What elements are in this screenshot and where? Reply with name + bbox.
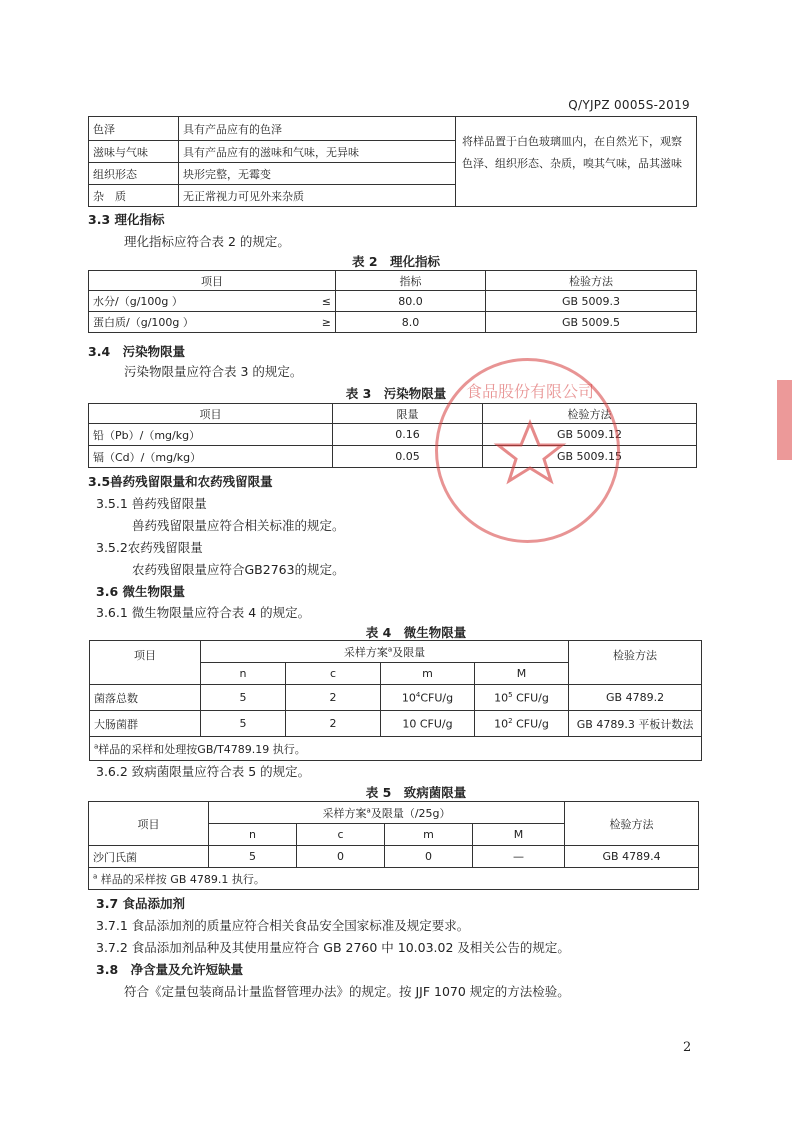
table-cell: 色泽: [89, 117, 179, 141]
sensory-method-cell: 将样品置于白色玻璃皿内，在自然光下，观察色泽、组织形态、杂质，嗅其气味，品其滋味: [456, 117, 697, 207]
sensory-table: [88, 116, 697, 207]
table-cell: GB 4789.2: [569, 685, 702, 711]
table-cell: 5: [201, 711, 286, 737]
comparison-symbol: ≤: [296, 291, 336, 312]
table-cell: 具有产品应有的滋味和气味，无异味: [179, 141, 456, 163]
table-cell: 10 CFU/g: [381, 711, 475, 737]
table-header: m: [381, 663, 475, 685]
table-header: m: [385, 824, 473, 846]
page-number: 2: [683, 1040, 692, 1055]
table-cell: 大肠菌群: [90, 711, 201, 737]
section-3-4-heading: 3.4 污染物限量: [88, 344, 186, 359]
table-header: 检验方法: [565, 802, 699, 846]
table-cell: 2: [286, 685, 381, 711]
section-3-7-1: 3.7.1 食品添加剂的质量应符合相关食品安全国家标准及规定要求。: [96, 918, 470, 933]
table-cell: 0: [297, 846, 385, 868]
table-cell: 2: [286, 711, 381, 737]
table5: [88, 801, 699, 890]
table-header: 项目: [89, 802, 209, 846]
section-3-6-heading: 3.6 微生物限量: [96, 584, 185, 599]
table-header: 限量: [333, 404, 483, 424]
table-cell: 8.0: [336, 312, 486, 333]
table4-caption: 表 4 微生物限量: [365, 625, 467, 640]
table-cell: 无正常视力可见外来杂质: [179, 185, 456, 207]
table-header: 项目: [89, 404, 333, 424]
table2: [88, 270, 697, 333]
section-3-5-1: 3.5.1 兽药残留限量: [96, 496, 207, 511]
section-3-5-1-text: 兽药残留限量应符合相关标准的规定。: [132, 518, 345, 533]
section-3-6-1: 3.6.1 微生物限量应符合表 4 的规定。: [96, 605, 311, 620]
document-code: Q/YJPZ 0005S-2019: [568, 98, 690, 112]
table-header: 检验方法: [486, 271, 697, 291]
table-cell: 0.05: [333, 446, 483, 468]
table-cell: 菌落总数: [90, 685, 201, 711]
table-header: n: [209, 824, 297, 846]
table3-caption: 表 3 污染物限量: [345, 386, 447, 401]
section-3-8-text: 符合《定量包装商品计量监督管理办法》的规定。按 JJF 1070 规定的方法检验。: [124, 984, 570, 999]
table3: [88, 403, 697, 468]
table-cell: $10^4CFU/g$: [381, 685, 475, 711]
table-cell: 组织形态: [89, 163, 179, 185]
section-3-4-text: 污染物限量应符合表 3 的规定。: [124, 364, 303, 379]
table2-caption: 表 2 理化指标: [351, 254, 441, 269]
table5-footnote: $^a$ 样品的采样按 GB 4789.1 执行。: [89, 868, 699, 890]
table-cell: GB 5009.3: [486, 291, 697, 312]
table-header: 采样方案$^a$及限量（/25g）: [209, 802, 565, 824]
table-cell: GB 4789.4: [565, 846, 699, 868]
table-cell: 0: [385, 846, 473, 868]
table-cell: 沙门氏菌: [89, 846, 209, 868]
table-cell: —: [473, 846, 565, 868]
table-header: n: [201, 663, 286, 685]
table-header: M: [473, 824, 565, 846]
table-cell: 块形完整，无霉变: [179, 163, 456, 185]
table-header: 项目: [89, 271, 336, 291]
table-cell: 80.0: [336, 291, 486, 312]
section-3-7-heading: 3.7 食品添加剂: [96, 896, 185, 911]
table-cell: 镉（Cd）/（mg/kg）: [89, 446, 333, 468]
table-cell: 5: [201, 685, 286, 711]
table-cell: 滋味与气味: [89, 141, 179, 163]
table-cell: 5: [209, 846, 297, 868]
table-cell: GB 5009.5: [486, 312, 697, 333]
table-cell: $10^5$ CFU/g: [475, 685, 569, 711]
edge-seal-mark: [777, 380, 792, 460]
table5-caption: 表 5 致病菌限量: [365, 785, 467, 800]
table-cell: GB 5009.12: [483, 424, 697, 446]
table4-footnote: $^a$样品的采样和处理按GB/T4789.19 执行。: [90, 737, 702, 761]
table4: [89, 640, 702, 761]
section-3-7-2: 3.7.2 食品添加剂品种及其使用量应符合 GB 2760 中 10.03.02 及相关公告的规定。: [96, 940, 570, 955]
section-3-5-heading: 3.5兽药残留限量和农药残留限量: [88, 474, 273, 489]
table-cell: 蛋白质/（g/100g ）: [89, 312, 296, 333]
table-cell: 0.16: [333, 424, 483, 446]
table-header: 采样方案$^a$及限量: [201, 641, 569, 663]
table-header: c: [286, 663, 381, 685]
table-header: 项目: [90, 641, 201, 685]
table-header: 检验方法: [569, 641, 702, 685]
table-cell: 杂 质: [89, 185, 179, 207]
section-3-8-heading: 3.8 净含量及允许短缺量: [96, 962, 244, 977]
comparison-symbol: ≥: [296, 312, 336, 333]
table-cell: 铅（Pb）/（mg/kg）: [89, 424, 333, 446]
table-cell: 具有产品应有的色泽: [179, 117, 456, 141]
table-header: M: [475, 663, 569, 685]
table-cell: 水分/（g/100g ）: [89, 291, 296, 312]
table-header: 指标: [336, 271, 486, 291]
seal-text: 食品股份有限公司: [465, 382, 595, 401]
section-3-5-2: 3.5.2农药残留限量: [96, 540, 203, 555]
table-cell: GB 4789.3 平板计数法: [569, 711, 702, 737]
table-header: c: [297, 824, 385, 846]
section-3-3-text: 理化指标应符合表 2 的规定。: [124, 234, 290, 249]
table-cell: $10^2$ CFU/g: [475, 711, 569, 737]
table-cell: GB 5009.15: [483, 446, 697, 468]
section-3-3-heading: 3.3 理化指标: [88, 212, 165, 227]
section-3-5-2-text: 农药残留限量应符合GB2763的规定。: [132, 562, 345, 577]
section-3-6-2: 3.6.2 致病菌限量应符合表 5 的规定。: [96, 764, 311, 779]
table-header: 检验方法: [483, 404, 697, 424]
